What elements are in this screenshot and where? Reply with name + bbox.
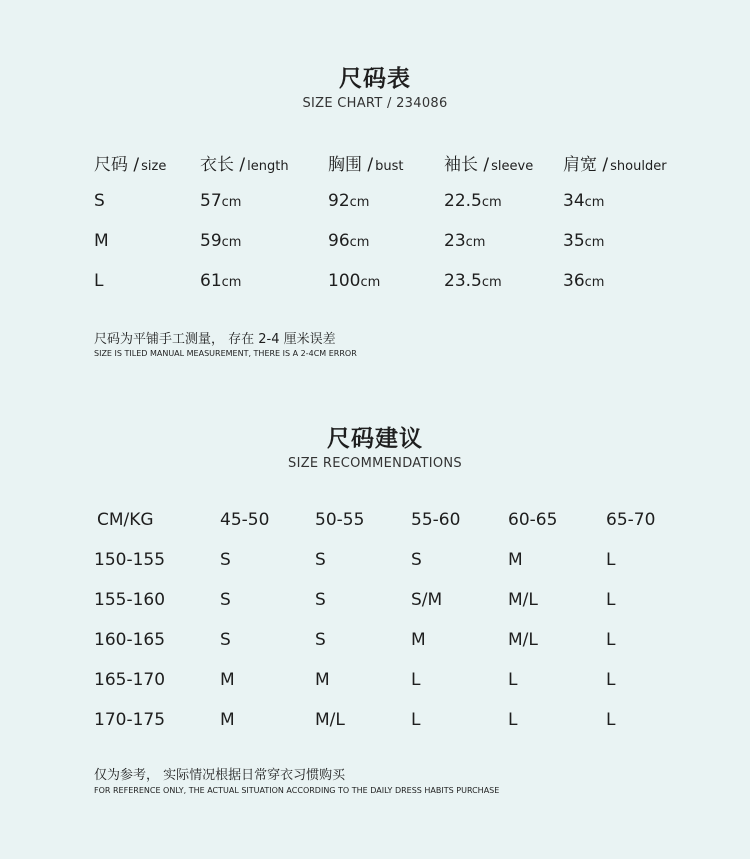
table-cell-size: M <box>94 231 109 251</box>
rec-cell: S <box>315 550 326 570</box>
rec-row-label: 150-155 <box>94 550 166 570</box>
rec-cell: M <box>315 670 330 690</box>
rec-row-label: 160-165 <box>94 630 166 650</box>
rec-cell: L <box>411 670 421 690</box>
rec-cell: S <box>220 630 231 650</box>
table-cell-length: 59cm <box>200 231 242 251</box>
size-recommendations-title: 尺码建议 <box>327 426 423 452</box>
rec-header-cell: 65-70 <box>606 510 656 530</box>
header-length: 衣长 / length <box>200 155 289 175</box>
rec-cell: L <box>606 670 616 690</box>
header-sleeve: 袖长 / sleeve <box>444 155 534 175</box>
rec-cell: S <box>315 630 326 650</box>
table-cell-sleeve: 23.5cm <box>444 271 502 291</box>
table-cell-length: 57cm <box>200 191 242 211</box>
table-cell-sleeve: 23cm <box>444 231 486 251</box>
rec-cell: S/M <box>411 590 443 610</box>
table-cell-bust: 100cm <box>328 271 381 291</box>
rec-header-cell: 45-50 <box>220 510 270 530</box>
rec-cell: L <box>606 590 616 610</box>
rec-cell: M/L <box>508 630 538 650</box>
table-cell-shoulder: 36cm <box>563 271 605 291</box>
table-cell-sleeve: 22.5cm <box>444 191 502 211</box>
table-cell-shoulder: 34cm <box>563 191 605 211</box>
rec-cell: L <box>411 710 421 730</box>
reference-note-en: FOR REFERENCE ONLY, THE ACTUAL SITUATION ACCORDING TO THE DAILY DRESS HABITS PURCHASE <box>94 786 500 795</box>
rec-cell: M <box>220 710 235 730</box>
table-cell-length: 61cm <box>200 271 242 291</box>
rec-cell: S <box>220 550 231 570</box>
reference-note: 仅为参考， 实际情况根据日常穿衣习惯购买 <box>94 768 346 783</box>
rec-header-cell: 60-65 <box>508 510 558 530</box>
rec-cell: M <box>411 630 426 650</box>
rec-cell: L <box>606 550 616 570</box>
header-size: 尺码 / size <box>94 155 167 175</box>
rec-cell: M <box>508 550 523 570</box>
rec-row-label: 170-175 <box>94 710 166 730</box>
rec-cell: M <box>220 670 235 690</box>
size-chart-subtitle: SIZE CHART / 234086 <box>302 96 448 111</box>
header-bust: 胸围 / bust <box>328 155 404 175</box>
rec-header-cell: CM/KG <box>97 510 154 530</box>
rec-cell: L <box>508 710 518 730</box>
rec-row-label: 165-170 <box>94 670 166 690</box>
rec-cell: L <box>606 630 616 650</box>
rec-cell: M/L <box>508 590 538 610</box>
rec-header-cell: 55-60 <box>411 510 461 530</box>
rec-cell: S <box>411 550 422 570</box>
rec-row-label: 155-160 <box>94 590 166 610</box>
measurement-note-en: SIZE IS TILED MANUAL MEASUREMENT, THERE IS A 2-4CM ERROR <box>94 349 357 358</box>
table-cell-shoulder: 35cm <box>563 231 605 251</box>
rec-cell: L <box>606 710 616 730</box>
table-cell-bust: 96cm <box>328 231 370 251</box>
measurement-note: 尺码为平铺手工测量， 存在 2-4 厘米误差 <box>94 332 336 347</box>
rec-cell: L <box>508 670 518 690</box>
size-recommendations-subtitle: SIZE RECOMMENDATIONS <box>288 456 462 471</box>
rec-cell: M/L <box>315 710 345 730</box>
table-cell-size: L <box>94 271 104 291</box>
table-cell-size: S <box>94 191 105 211</box>
rec-cell: S <box>315 590 326 610</box>
size-chart-title: 尺码表 <box>339 66 411 92</box>
rec-header-cell: 50-55 <box>315 510 365 530</box>
table-cell-bust: 92cm <box>328 191 370 211</box>
header-shoulder: 肩宽 / shoulder <box>563 155 667 175</box>
rec-cell: S <box>220 590 231 610</box>
